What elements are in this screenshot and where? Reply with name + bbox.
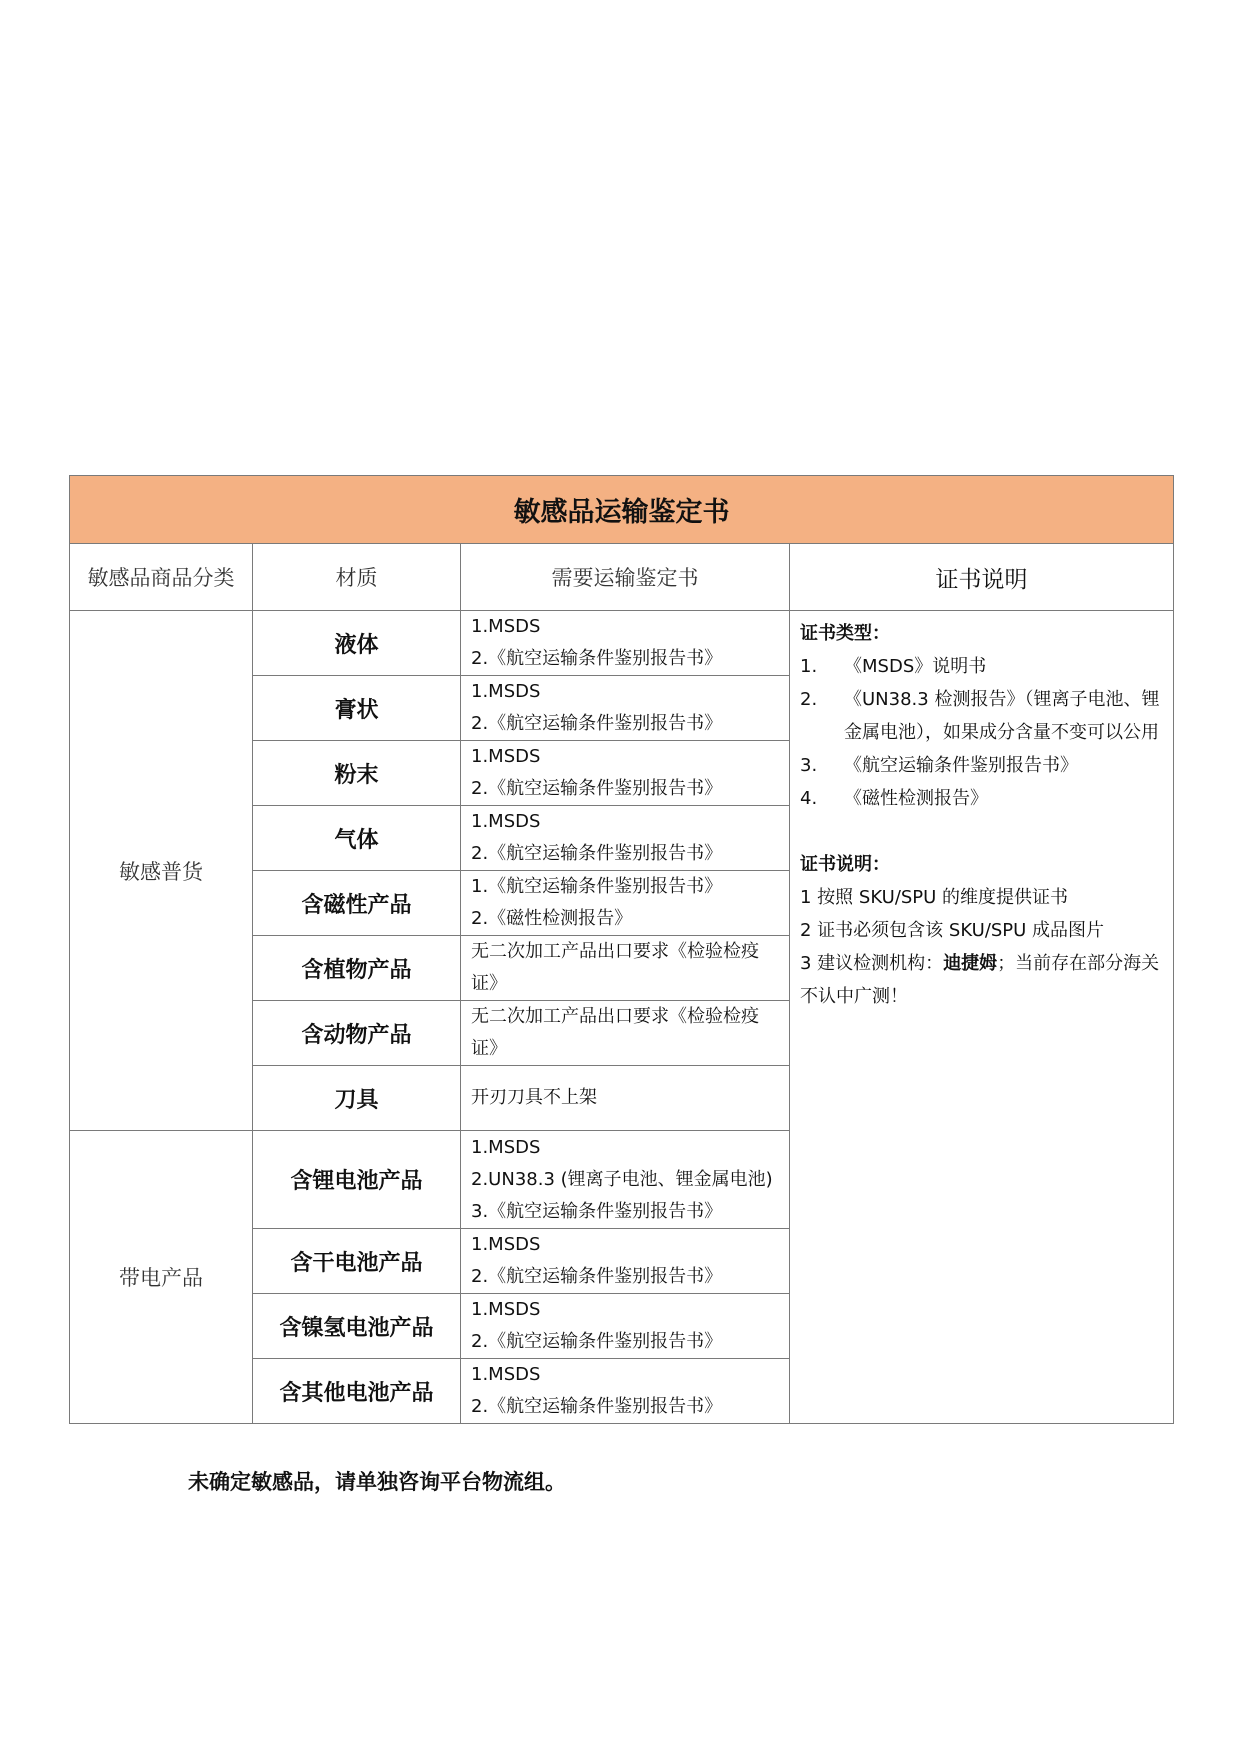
table-row (70, 611, 1174, 676)
material-cell: 含磁性产品 (253, 871, 461, 936)
requirement-cell: 1.MSDS 2.《航空运输条件鉴别报告书》 (461, 1294, 790, 1359)
recommended-lab: 迪捷姆 (943, 953, 998, 974)
desc-item: 3 建议检测机构：迪捷姆；当前存在部分海关不认中广测！ (800, 953, 1160, 1007)
material-cell: 粉末 (253, 741, 461, 806)
type-item: 3. 《航空运输条件鉴别报告书》 (800, 755, 1078, 776)
type-item: 1. 《MSDS》说明书 (800, 656, 987, 677)
requirement-cell: 无二次加工产品出口要求《检验检疫 证》 (461, 1001, 790, 1066)
requirement-cell: 1.MSDS 2.UN38.3 (锂离子电池、锂金属电池) 3.《航空运输条件鉴别报告书》 (461, 1131, 790, 1229)
requirement-cell: 1.MSDS 2.《航空运输条件鉴别报告书》 (461, 1229, 790, 1294)
requirement-cell: 1.MSDS 2.《航空运输条件鉴别报告书》 (461, 1359, 790, 1424)
table-title: 敏感品运输鉴定书 (70, 476, 1174, 544)
requirement-cell: 1.MSDS 2.《航空运输条件鉴别报告书》 (461, 806, 790, 871)
type-item: 2. 《UN38.3 检测报告》（锂离子电池、锂金属电池），如果成分含量不变可以公用 (800, 689, 1160, 743)
header-material: 材质 (253, 544, 461, 611)
material-cell: 气体 (253, 806, 461, 871)
requirement-cell: 1.MSDS 2.《航空运输条件鉴别报告书》 (461, 741, 790, 806)
material-cell: 刀具 (253, 1066, 461, 1131)
footer-note: 未确定敏感品，请单独咨询平台物流组。 (188, 1469, 566, 1494)
header-note: 证书说明 (790, 544, 1174, 611)
material-cell: 含其他电池产品 (253, 1359, 461, 1424)
header-certificate: 需要运输鉴定书 (461, 544, 790, 611)
requirement-cell: 开刃刀具不上架 (461, 1066, 790, 1131)
category-electric: 带电产品 (70, 1131, 253, 1424)
requirement-cell: 1.MSDS 2.《航空运输条件鉴别报告书》 (461, 611, 790, 676)
certificate-table (69, 475, 1174, 1424)
certificate-notes (790, 611, 1174, 1424)
material-cell: 含植物产品 (253, 936, 461, 1001)
requirement-cell: 1.《航空运输条件鉴别报告书》 2.《磁性检测报告》 (461, 871, 790, 936)
requirement-cell: 1.MSDS 2.《航空运输条件鉴别报告书》 (461, 676, 790, 741)
header-category: 敏感品商品分类 (70, 544, 253, 611)
requirement-cell: 无二次加工产品出口要求《检验检疫 证》 (461, 936, 790, 1001)
desc-item: 2 证书必须包含该 SKU/SPU 成品图片 (800, 920, 1105, 941)
desc-heading: 证书说明： (800, 854, 890, 875)
material-cell: 含镍氢电池产品 (253, 1294, 461, 1359)
material-cell: 含锂电池产品 (253, 1131, 461, 1229)
types-heading: 证书类型： (800, 623, 890, 644)
material-cell: 含干电池产品 (253, 1229, 461, 1294)
type-item: 4. 《磁性检测报告》 (800, 788, 988, 809)
desc-item: 1 按照 SKU/SPU 的维度提供证书 (800, 887, 1069, 908)
material-cell: 液体 (253, 611, 461, 676)
material-cell: 膏状 (253, 676, 461, 741)
category-general: 敏感普货 (70, 611, 253, 1131)
material-cell: 含动物产品 (253, 1001, 461, 1066)
